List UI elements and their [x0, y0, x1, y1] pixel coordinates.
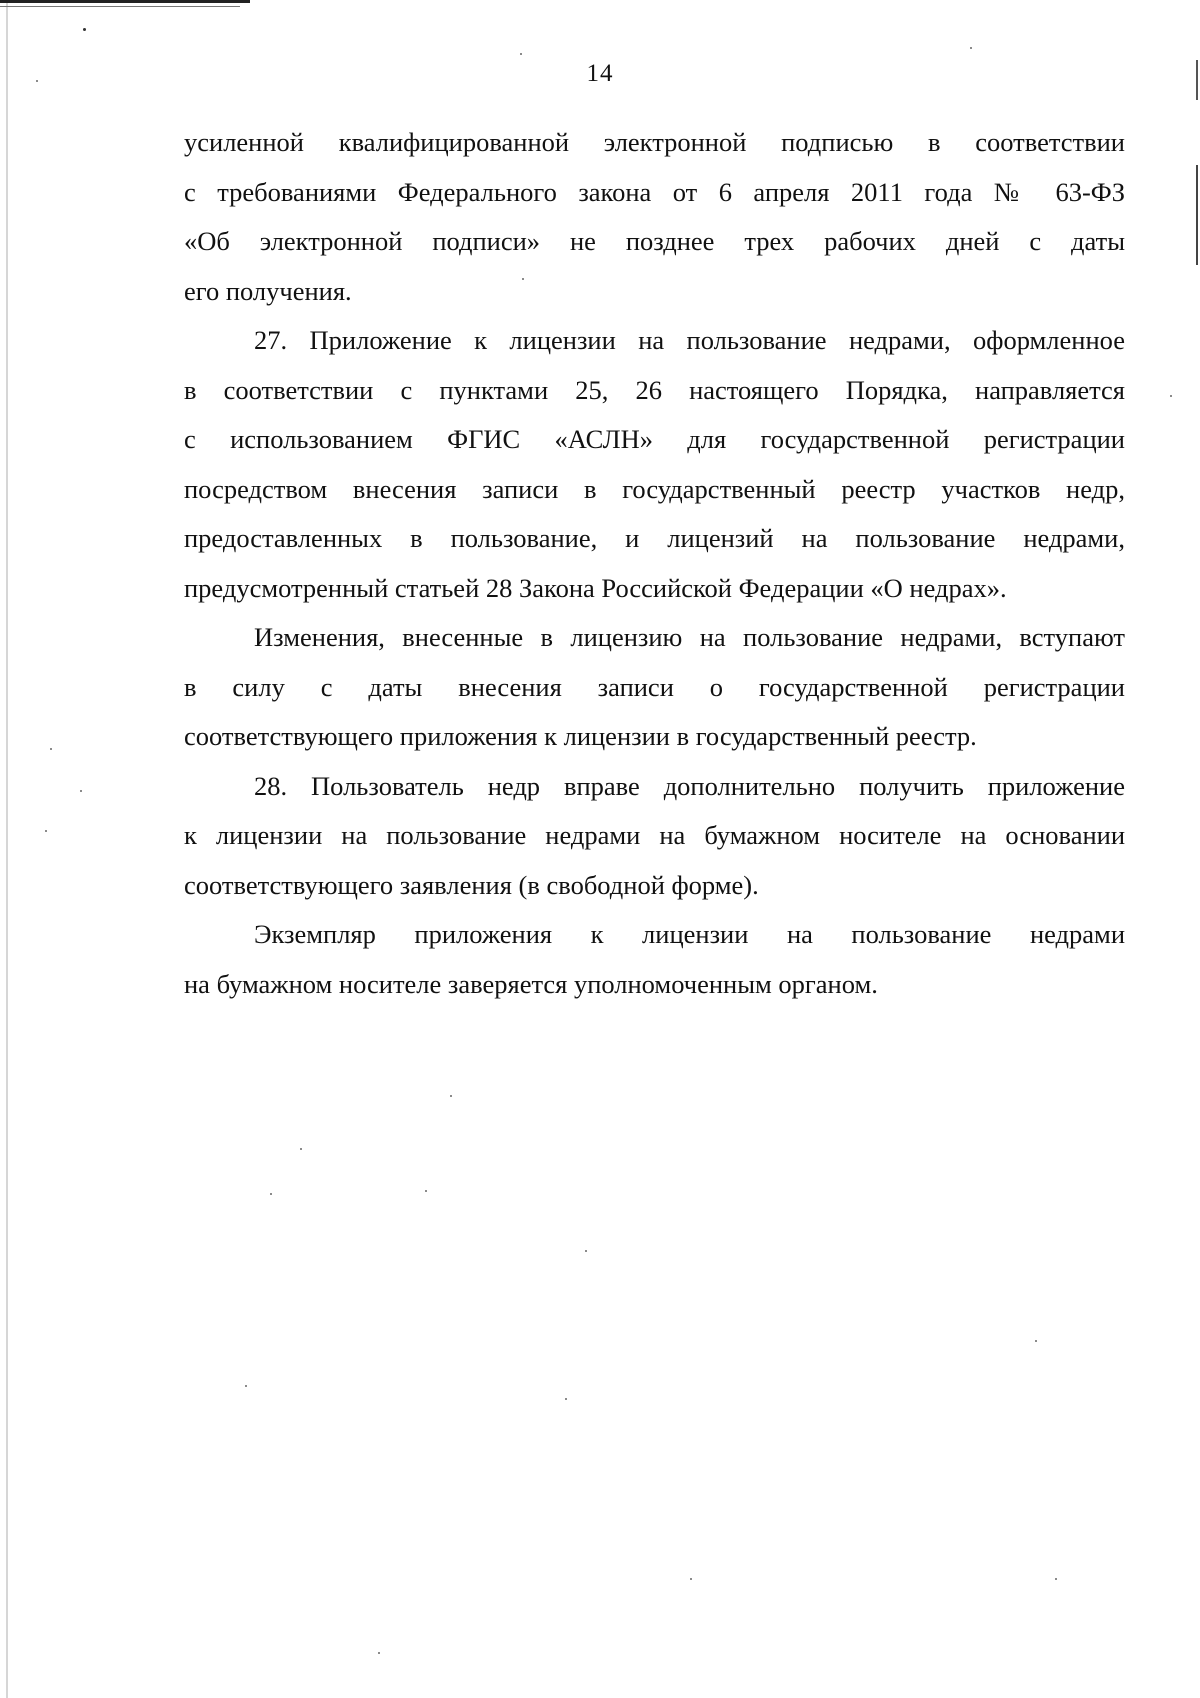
- text-line: «Об электронной подписи» не позднее трех рабочих дней с даты: [184, 226, 1125, 256]
- text-line: его получения.: [184, 275, 352, 306]
- scan-speck: [585, 1250, 587, 1252]
- scan-speck: [378, 1652, 380, 1654]
- text-line: усиленной квалифицированной электронной подписью в соответствии: [184, 127, 1125, 157]
- scan-speck: [690, 1578, 692, 1580]
- scan-speck: [1055, 1578, 1057, 1580]
- text-line: предусмотренный статьей 28 Закона Российской Федерации «О недрах».: [184, 572, 1007, 603]
- text-line: на бумажном носителе заверяется уполномоченным органом.: [184, 968, 878, 999]
- scan-speck: [1035, 1340, 1037, 1342]
- text-line: предоставленных в пользование, и лицензий на пользование недрами,: [184, 523, 1125, 553]
- text-line: посредством внесения записи в государственный реестр участков недр,: [184, 473, 1125, 504]
- scan-edge-right-lower: [1196, 165, 1198, 265]
- text-line: 27. Приложение к лицензии на пользование недрами, оформленное: [254, 325, 1125, 355]
- text-line: Экземпляр приложения к лицензии на пользование недрами: [254, 919, 1125, 949]
- page-number: 14: [586, 60, 614, 87]
- text-line: с использованием ФГИС «АСЛН» для государственной регистрации: [184, 424, 1125, 454]
- text-line: Изменения, внесенные в лицензию на пользование недрами, вступают: [254, 622, 1125, 652]
- scan-speck: [50, 748, 52, 750]
- scan-edge-left: [6, 0, 8, 1698]
- scan-speck: [425, 1190, 427, 1192]
- scan-speck: [245, 1385, 247, 1387]
- scan-speck: [300, 1148, 302, 1150]
- scan-edge-top-secondary: [0, 6, 240, 7]
- text-line: соответствующего приложения к лицензии в государственный реестр.: [184, 721, 977, 751]
- scan-speck: [970, 47, 972, 49]
- scan-speck: [520, 53, 522, 55]
- scan-speck: [45, 830, 47, 832]
- scan-speck: [1170, 395, 1172, 397]
- scan-speck: [565, 1398, 567, 1400]
- text-line: 28. Пользователь недр вправе дополнительно получить приложение: [254, 770, 1125, 801]
- scan-speck: [80, 790, 82, 792]
- scan-speck: [270, 1193, 272, 1195]
- text-line: в соответствии с пунктами 25, 26 настоящего Порядка, направляется: [184, 374, 1125, 405]
- text-line: соответствующего заявления (в свободной форме).: [184, 869, 759, 900]
- scan-edge-top: [0, 0, 250, 3]
- text-line: с требованиями Федерального закона от 6 апреля 2011 года № 63-ФЗ: [184, 176, 1125, 207]
- scan-speck: [83, 28, 86, 31]
- document-body: [184, 118, 1125, 1009]
- text-line: к лицензии на пользование недрами на бумажном носителе на основании: [184, 820, 1125, 850]
- text-line: в силу с даты внесения записи о государственной регистрации: [184, 671, 1125, 702]
- scan-speck: [450, 1095, 452, 1097]
